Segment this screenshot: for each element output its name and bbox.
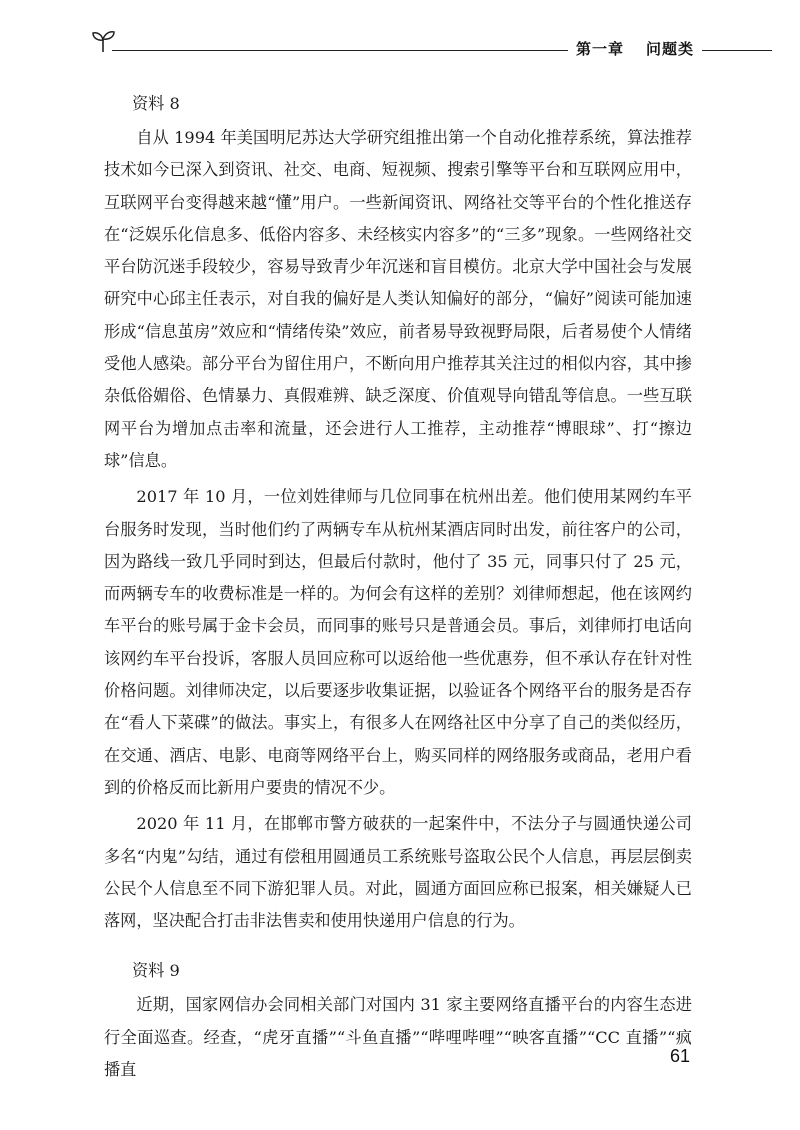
material-9-heading: 资料 9 [132,961,180,981]
paragraph-livestream-inspection: 近期，国家网信办会同相关部门对国内 31 家主要网络直播平台的内容生态进行全面巡查。经查，“虎牙直播”“斗鱼直播”“哔哩哔哩”“映客直播”“CC 直播”“疯播直 [104,995,692,1080]
paragraph-algorithm-recommendation: 自从 1994 年美国明尼苏达大学研究组推出第一个自动化推荐系统，算法推荐技术如今已深入到资讯、社交、电商、短视频、搜索引擎等平台和互联网应用中，互联网平台变得越来越“懂”用户。一些新闻资讯、网络社交等平台的个性化推送存在“泛娱乐化信息多、低俗内容多、未经核实内容多”的“三多”现象。一些网络社交平台防沉迷手段较少，容易导致青少年沉迷和盲目模仿。北京大学中国社会与发展研究中心邱主任表示，对自我的偏好是人类认知偏好的部分，“偏好”阅读可能加速形成“信息茧房”效应和“情绪传染”效应，前者易导致视野局限，后者易使个人情绪受他人感染。部分平台为留住用户，不断向用户推荐其关注过的相似内容，其中掺杂低俗媚俗、色情暴力、真假难辨、缺乏深度、价值观导向错乱等信息。一些互联网平台为增加点击率和流量，还会进行人工推荐，主动推荐“博眼球”、打“擦边球”信息。 [104,128,692,470]
page-header [90,28,772,68]
page-body [104,86,692,1086]
paragraph-ride-hailing-pricing: 2017 年 10 月，一位刘姓律师与几位同事在杭州出差。他们使用某网约车平台服务时发现，当时他们约了两辆专车从杭州某酒店同时出发，前往客户的公司，因为路线一致几乎同时到达，但最后付款时，他付了 35 元，同事只付了 25 元，而两辆专车的收费标准是一样的。为何会有这样的差别？刘律师想起，他在该网约车平台的账号属于金卡会员，而同事的账号只是普通会员。事后，刘律师打电话向该网约车平台投诉，客服人员回应称可以返给他一些优惠券，但不承认存在针对性价格问题。刘律师决定，以后要逐步收集证据，以验证各个网络平台的服务是否存在“看人下菜碟”的做法。事实上，有很多人在网络社区中分享了自己的类似经历，在交通、酒店、电影、电商等网络平台上，购买同样的网络服务或商品，老用户看到的价格反而比新用户要贵的情况不少。 [104,487,692,797]
page-number: 61 [669,1046,690,1066]
section-title: 问题类 [645,40,694,58]
sprout-icon [90,28,118,56]
chapter-label [568,38,702,59]
paragraph-courier-data-leak: 2020 年 11 月，在邯郸市警方破获的一起案件中，不法分子与圆通快递公司多名“内鬼”勾结，通过有偿租用圆通员工系统账号盗取公民个人信息，再层层倒卖公民个人信息至不同下游犯罪人员。对此，圆通方面回应称已报案，相关嫌疑人已落网，坚决配合打击非法售卖和使用快递用户信息的行为。 [104,814,692,931]
material-8-heading: 资料 8 [132,94,180,113]
chapter-title: 第一章 [575,40,624,58]
